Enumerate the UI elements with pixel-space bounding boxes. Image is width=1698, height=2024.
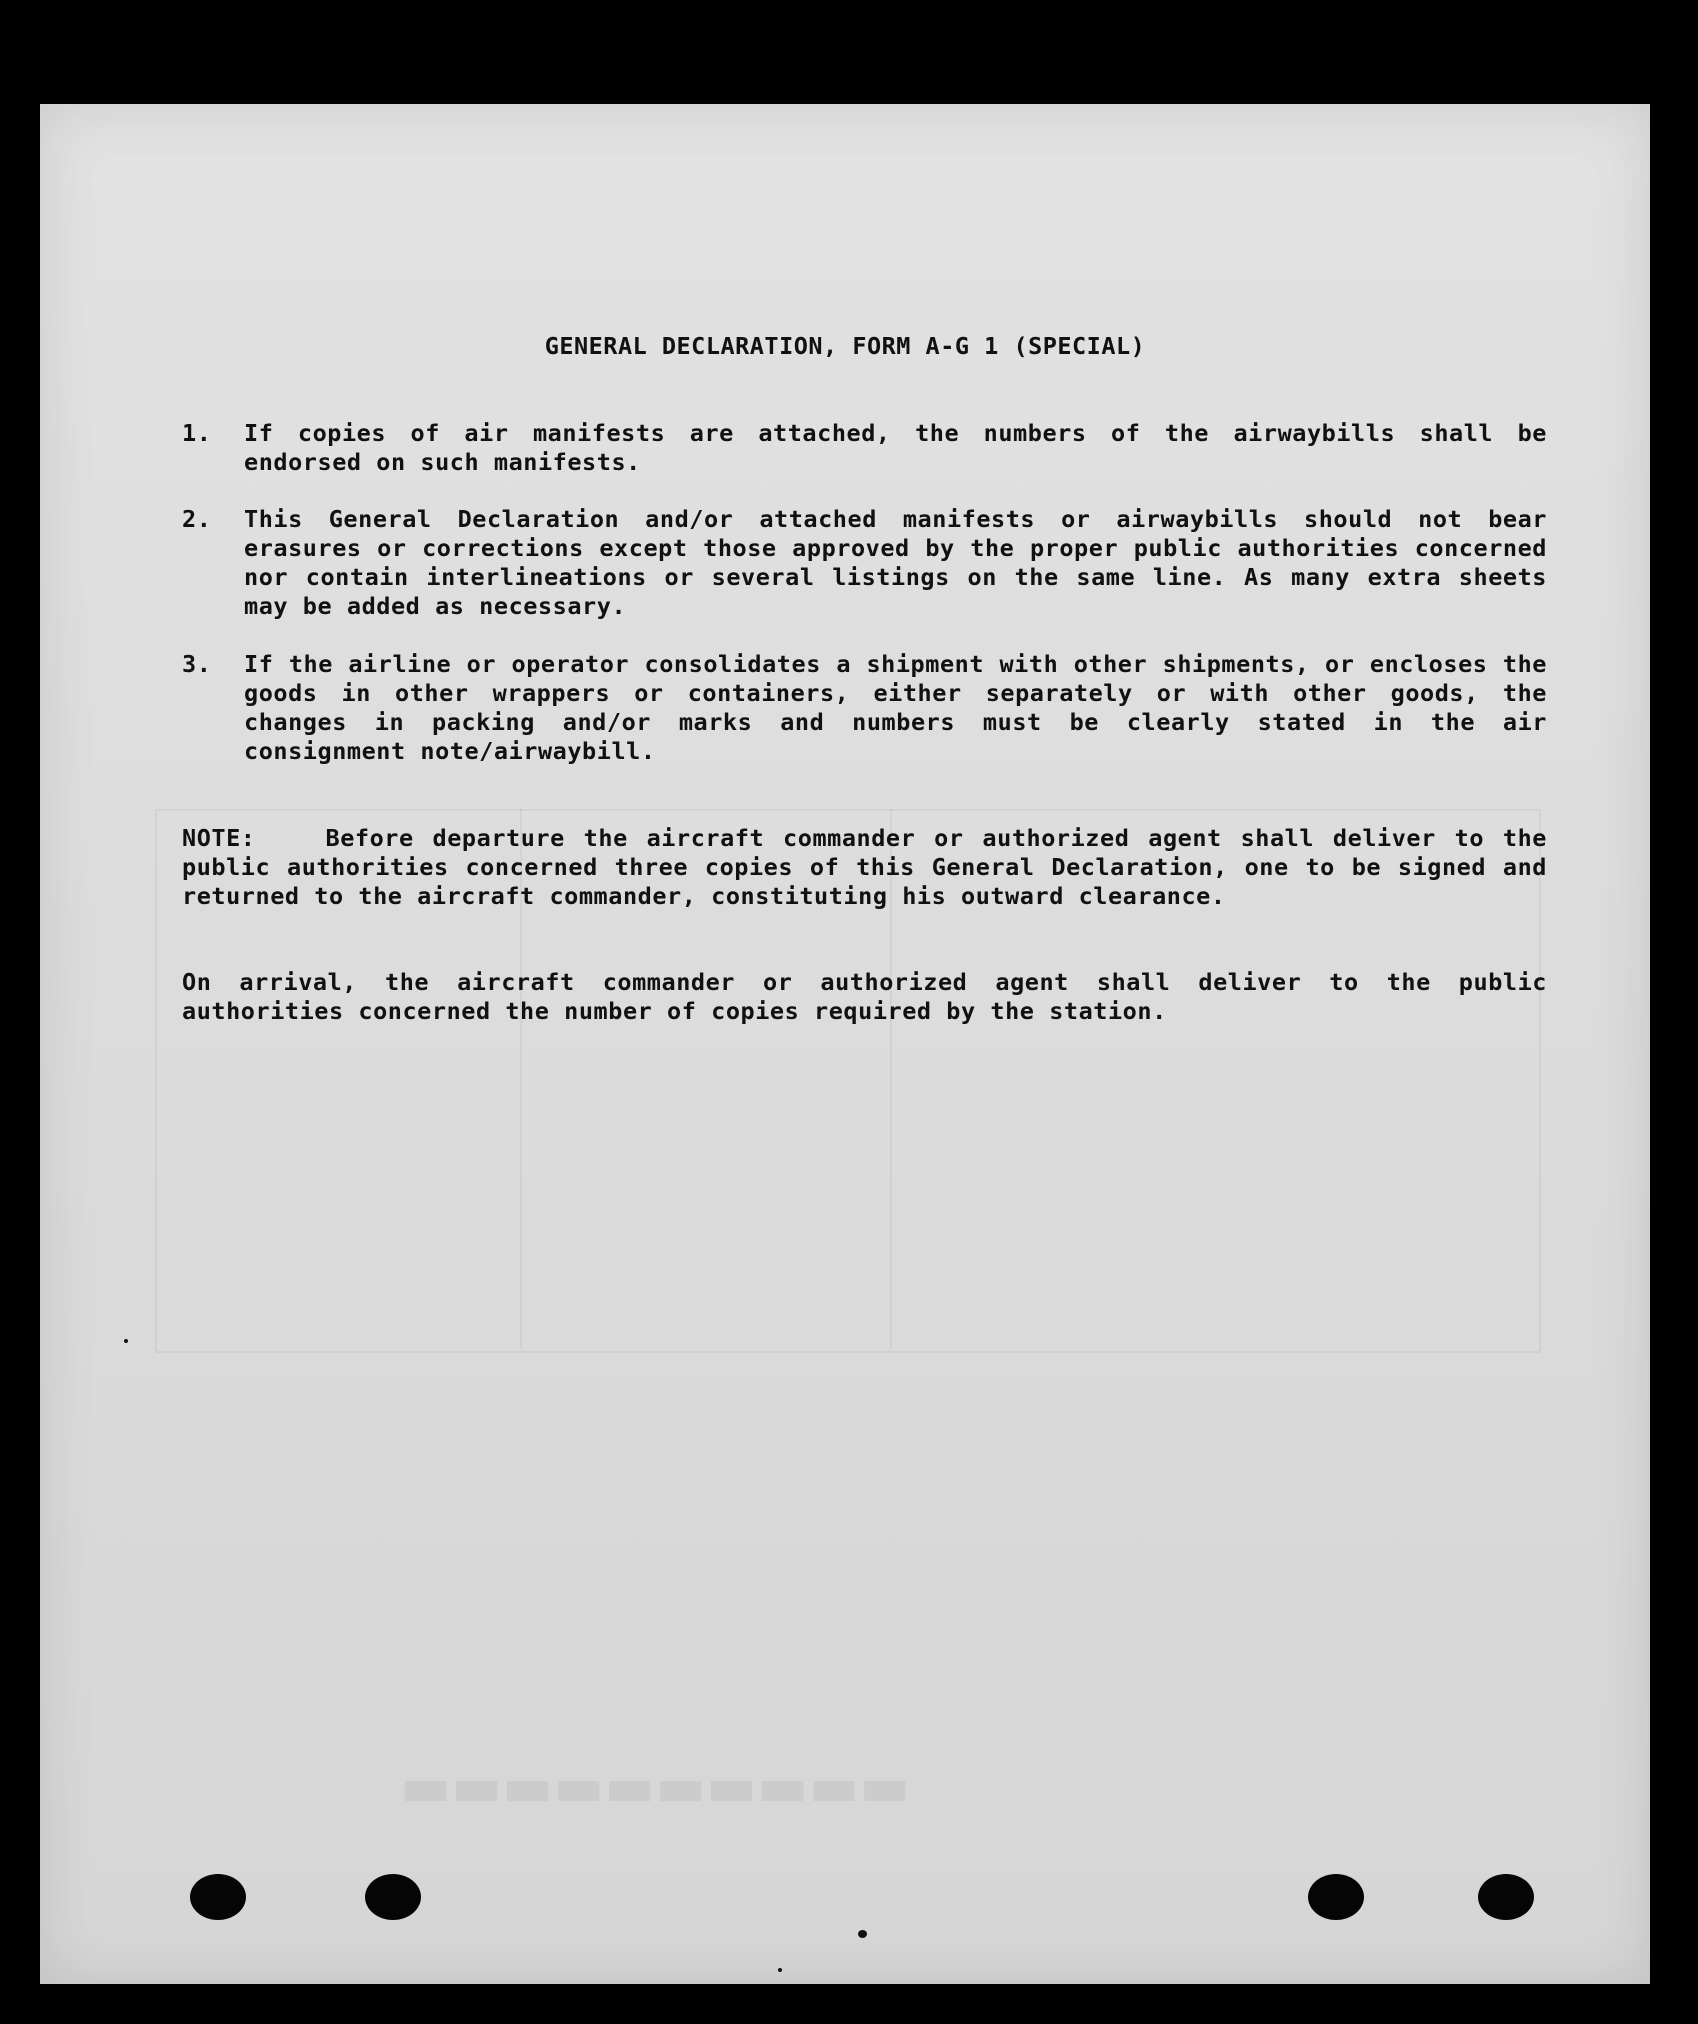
punch-hole-icon	[365, 1874, 421, 1920]
item-text: If the airline or operator consolidates a shipment with other shipments, or encloses the goods in other wrappers or containers, either separately or with other goods, the changes in packing and/or marks and numbers must be clearly stated in the air consignment note/airwaybill.	[244, 650, 1547, 765]
note-text: Before departure the aircraft commander or authorized agent shall deliver to the public authorities concerned three copies of this General Declaration, one to be signed and returned to the aircraft commander, constituting his outward clearance.	[182, 824, 1547, 910]
arrival-paragraph: On arrival, the aircraft commander or authorized agent shall deliver to the public authorities concerned the number of copies required by the station.	[182, 968, 1547, 1025]
document-page	[40, 104, 1650, 1984]
speck-mark	[778, 1968, 782, 1972]
item-number: 2.	[182, 505, 212, 533]
note-paragraph	[182, 824, 1547, 911]
speck-mark	[858, 1930, 867, 1938]
item-text: This General Declaration and/or attached manifests or airwaybills should not bear erasures or corrections except those approved by the proper public authorities concerned nor contain interlineations or several listings on the same line. As many extra sheets may be added as necessary.	[244, 505, 1547, 620]
item-number: 3.	[182, 650, 212, 678]
punch-hole-icon	[190, 1874, 246, 1920]
instruction-item-1	[182, 419, 1547, 477]
speck-mark	[124, 1339, 128, 1343]
note-label: NOTE:	[182, 824, 256, 852]
item-text: If copies of air manifests are attached, the numbers of the airwaybills shall be endorsed on such manifests.	[244, 419, 1547, 476]
punch-hole-icon	[1308, 1874, 1364, 1920]
instruction-item-2	[182, 505, 1547, 621]
document-title: GENERAL DECLARATION, FORM A-G 1 (SPECIAL)	[544, 332, 1146, 360]
ghost-heading-mark: ▬▬▬▬▬▬▬▬▬▬	[400, 1754, 911, 1818]
instruction-item-3	[182, 650, 1547, 766]
punch-hole-icon	[1478, 1874, 1534, 1920]
item-number: 1.	[182, 419, 212, 447]
